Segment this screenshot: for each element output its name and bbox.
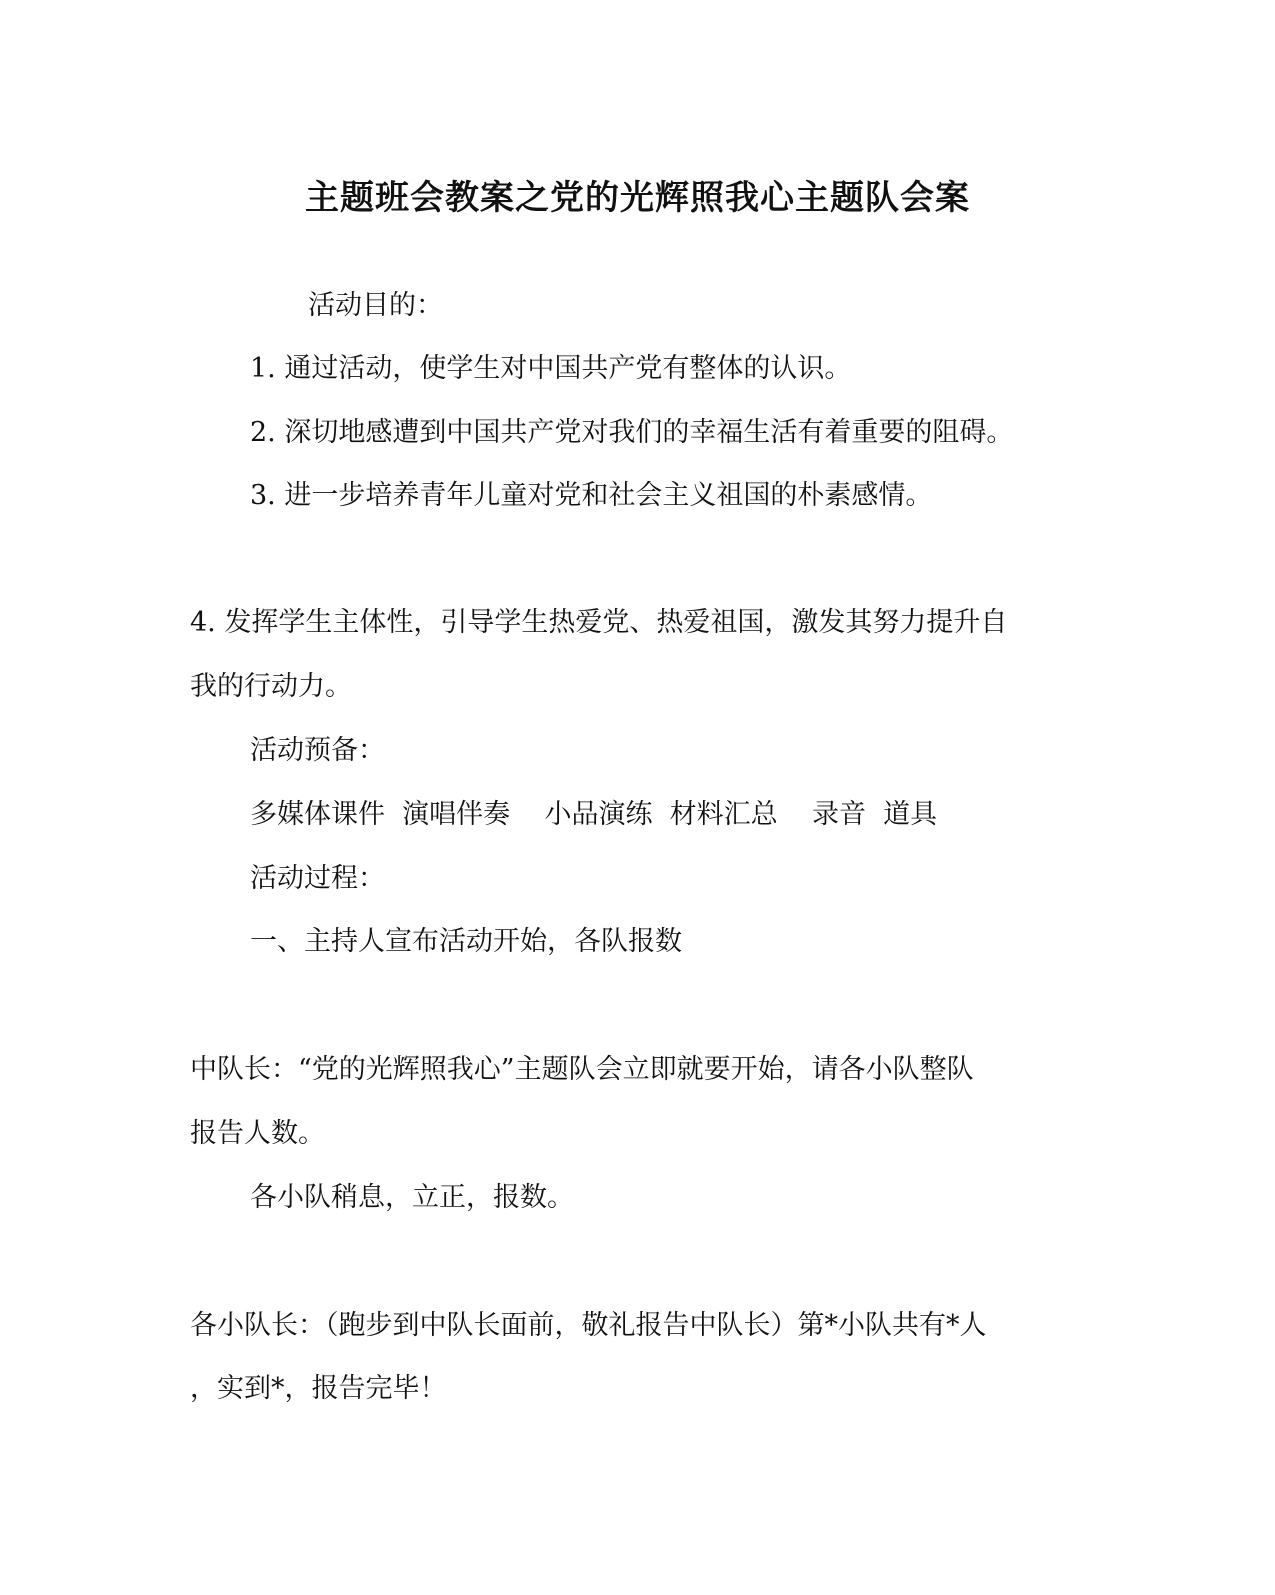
squad-leader-report-cont: ，实到*，报告完毕！	[190, 1373, 447, 1404]
process-step-1: 一、主持人宣布活动开始，各队报数	[250, 926, 682, 957]
squad-leader-report: 各小队长：（跑步到中队长面前，敬礼报告中队长）第*小队共有*人	[190, 1310, 987, 1341]
purpose-item-1: 1. 通过活动，使学生对中国共产党有整体的认识。	[250, 353, 852, 384]
purpose-item-4: 4. 发挥学生主体性，引导学生热爱党、热爱祖国，激发其努力提升自	[190, 607, 1008, 638]
section-heading-process: 活动过程：	[250, 863, 385, 894]
squad-command: 各小队稍息，立正，报数。	[250, 1182, 574, 1213]
captain-speech: 中队长：“党的光辉照我心”主题队会立即就要开始，请各小队整队	[190, 1054, 974, 1085]
purpose-item-4-cont: 我的行动力。	[190, 671, 352, 702]
section-heading-preparation: 活动预备：	[250, 735, 385, 766]
section-heading-purpose: 活动目的：	[308, 290, 443, 321]
captain-speech-cont: 报告人数。	[190, 1118, 325, 1149]
document-title: 主题班会教案之党的光辉照我心主题队会案	[305, 178, 970, 218]
purpose-item-2: 2. 深切地感遭到中国共产党对我们的幸福生活有着重要的阻碍。	[250, 417, 1014, 448]
purpose-item-3: 3. 进一步培养青年儿童对党和社会主义祖国的朴素感情。	[250, 480, 933, 511]
preparation-list: 多媒体课件 演唱伴奏 小品演练 材料汇总 录音 道具	[250, 799, 938, 830]
